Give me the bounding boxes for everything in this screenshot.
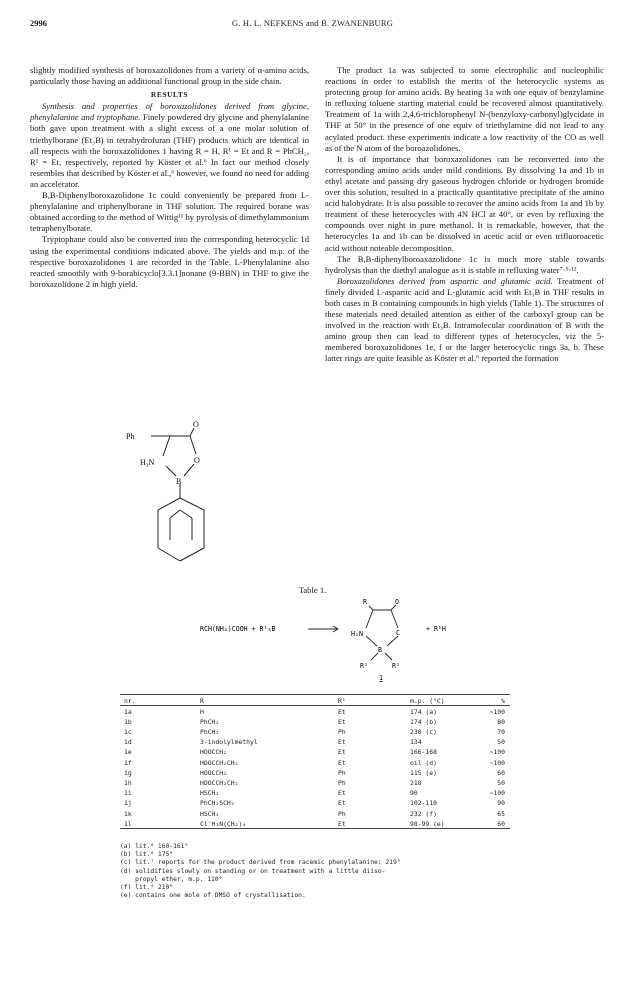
bond-n-b: [166, 466, 176, 476]
table-row: [120, 727, 510, 737]
cell-yield: 80: [497, 717, 505, 726]
col-header-r: R: [200, 697, 204, 705]
structure-2-diagram: [118, 418, 253, 573]
cell-mp: 98-99 (e): [410, 819, 445, 828]
cell-yield: 60: [497, 819, 505, 828]
scheme-r1-right: R¹: [392, 662, 400, 670]
cell-nr: 1k: [124, 809, 132, 818]
cell-r: HSCH₂: [200, 789, 220, 798]
cell-r1: Ph: [338, 779, 346, 787]
atom-o-ring: O: [194, 456, 200, 465]
paragraph-aspartic: [325, 276, 604, 365]
paragraph-aspartic-title: Boroxazolidones derived from aspartic and glutamic acid.: [337, 275, 553, 286]
footnote: (d) solidifies slowly on standing or on treatment with a little diiso-: [120, 867, 386, 875]
cell-nr: 1f: [124, 758, 132, 767]
cell-nr: 1h: [124, 779, 132, 787]
cell-r: HOOCCH₂CH₂: [200, 758, 239, 767]
cell-r1: Ph: [338, 768, 346, 777]
cell-yield: 50: [497, 738, 505, 747]
paragraph-reconversion: It is of importance that boroxazolidones can be reconverted into the corresponding amino acids under mild conditions. By dissolving 1a and 1b in ethyl acetate and passing dry gaseous hydrogen chloride or hydrogen bromide over this solution, resulted in a practically quantitative precipitate of the amino acid halohydrate. It is also possible to recover the amino acids from 1a and 1b by treatment of these heterocycles with 4N HCl at 40°, or even by refluxing the compounds over night in pure methanol. It is remarkable, however, that the heterocycles 1a and 1b can be dissolved in acetic acid or even trifluoroacetic acid without noteable decomposition.: [325, 153, 604, 253]
cell-nr: 1e: [124, 748, 132, 757]
cell-yield: 90: [497, 799, 505, 808]
scheme-h2n: H₂N: [351, 630, 363, 638]
cell-mp: 90: [410, 789, 418, 798]
cell-r1: Et: [338, 717, 346, 726]
cell-nr: 1d: [124, 738, 132, 747]
cell-r: PhCH₂SCH₂: [200, 799, 235, 808]
scheme-reactants: RCH(NH₂)COOH + R¹₃B: [200, 625, 276, 633]
footnote: (f) lit.⁹ 210°: [120, 884, 174, 892]
cell-r1: Et: [338, 738, 346, 747]
table-title: Table 1.: [298, 585, 327, 595]
paragraph-synthesis-title: Synthesis and properties of boroxazolidones derived from glycine, phenylalanine and tryptophane.: [30, 101, 309, 123]
reaction-scheme: [200, 596, 500, 684]
col-header-mp: m.p. (°C): [410, 697, 445, 705]
page-number: 2996: [30, 18, 47, 28]
col-header-r1: R¹: [338, 697, 346, 705]
cell-mp: 166-168: [410, 748, 437, 757]
table-row: [120, 737, 510, 747]
running-head: G. H. L. NEFKENS and B. ZWANENBURG: [231, 18, 394, 28]
cell-r1: Et: [338, 789, 346, 798]
col-header-nr: nr.: [124, 697, 136, 705]
cell-yield: ~100: [489, 707, 505, 716]
cell-mp: 232 (f): [410, 809, 437, 818]
table-row: [120, 716, 510, 726]
atom-h2n: H₂N: [140, 458, 155, 467]
cell-r1: Et: [338, 799, 346, 808]
footnote: (e) contains one mole of DMSO of crystallisation.: [120, 892, 306, 900]
bond-ring-co: [190, 428, 194, 436]
cell-mp: 218: [410, 779, 422, 787]
table-row: [120, 808, 510, 818]
cell-nr: 1c: [124, 728, 132, 737]
cell-mp: 134: [410, 738, 422, 747]
atom-b: B: [176, 477, 182, 486]
cell-yield: 70: [497, 728, 505, 737]
scheme-c: C: [396, 629, 400, 637]
cell-mp: 174 (a): [410, 707, 437, 716]
footnote: (a) lit.⁶ 160-161°: [120, 843, 189, 850]
paragraph-stability: The B,B-diphenylboroaxazolidone 1c is much more stable towards hydrolysis than the diethyl analogue as it is stable in refluxing water⁷·⁹·¹².: [325, 253, 604, 275]
scheme-r: R: [363, 598, 367, 606]
table-row: [120, 706, 510, 716]
cell-yield: ~100: [489, 789, 505, 798]
table-header-row: [120, 695, 510, 705]
cell-yield: 60: [497, 768, 505, 777]
scheme-b: B: [378, 646, 382, 654]
footnote: (c) lit.⁷ reports for the product derived from racemic phenylalanine: 219°: [120, 859, 401, 867]
cell-r1: Et: [338, 758, 346, 767]
cell-r: HOOCCH₂CH₂: [200, 779, 239, 787]
bond-o-b: [184, 464, 194, 476]
cell-mp: oil (d): [410, 758, 437, 767]
table-row: [120, 757, 510, 767]
cell-r: 3-indolylmethyl: [200, 738, 258, 747]
data-table: [120, 694, 510, 829]
scheme-o: O: [395, 598, 399, 606]
cell-nr: 1j: [124, 799, 132, 808]
cell-yield: ~100: [489, 758, 505, 767]
paragraph-synthesis: [30, 101, 309, 190]
cell-r: HOOCCH₂: [200, 768, 227, 777]
cell-mp: 174 (b): [410, 717, 437, 726]
cell-r1: Ph: [338, 809, 346, 818]
cell-r: Cl⁻H₃N(CH₂)₄: [200, 819, 247, 828]
cage-10: [180, 510, 192, 518]
left-column: [30, 65, 309, 290]
cell-nr: 1a: [124, 707, 132, 716]
right-column: [325, 65, 604, 365]
cell-mp: 115 (e): [410, 768, 437, 777]
scheme-byproduct: + R¹H: [426, 625, 446, 633]
table-footnotes: [120, 843, 520, 900]
cage-9: [170, 510, 180, 518]
footnote: (b) lit.⁶ 175°: [120, 851, 174, 859]
paragraph-synthesis-body: Finely powdered dry glycine and phenylalanine both gave upon treatment with a slight excess of a one molar solution of triethylborane (Et₃B) in tetrahydrofuran (THF) products which are identical in all respects with the boroxazolidones 1 having R = H, R¹ = Et and R = PhCH₂, R¹ = Et, respectively, reported by Köster et al.⁶ In fact our method closely resembles that described by Köster et al.,⁶ however, we found no need for adding an accelerator.: [30, 112, 309, 189]
cage-2: [180, 498, 204, 510]
paragraph-intro-continued: slightly modified synthesis of boroxazolidones from a variety of α-amino acids, particularly those having an additional functional group in the side chain.: [30, 65, 309, 87]
paragraph-reactivity: The product 1a was subjected to some electrophilic and nucleophilic reactions in order to establish the merits of the heterocyclic systems as protecting group for amino acids. By heating 1a with one equiv of benzylamine in refluxing toluene starting material could be recovered almost quantitatively. Treatment of 1a with 2,4,6-trichlorophenyl N-(benzyloxy-carbonyl)glycidate in THF at 50° in the presence of one equiv of triethylamine did not lead to any acylated product. these experiments indicate a low reactivity of the CO as well as of the N atom of the boroazolidones.: [325, 65, 604, 153]
cell-r1: Ph: [338, 728, 346, 737]
paragraph-diphenyl: B,B-Diphenylboroxazolidone 1c could conveniently be prepared from L-phenylalanine and triphenylborane in THF solution. The required borane was obtained according to the method of Wittig¹¹ by pyrolysis of dimethylammonium tetraphenylborate.: [30, 190, 309, 234]
cell-nr: 1g: [124, 768, 132, 777]
cell-r: H: [200, 707, 204, 716]
cage-5: [158, 548, 180, 561]
bond-ring-right: [190, 436, 196, 454]
scheme-compound-label: 1: [379, 674, 383, 682]
cell-r: HOOCCH₂: [200, 748, 227, 757]
cell-nr: 1l: [124, 819, 132, 828]
table-row: [120, 788, 510, 798]
col-header-yield: %: [501, 697, 505, 705]
table-row: [120, 818, 510, 828]
cell-r1: Et: [338, 707, 346, 716]
cell-mp: 230 (c): [410, 728, 437, 737]
table-row: [120, 778, 510, 788]
cell-mp: 102-110: [410, 799, 437, 808]
table-row: [120, 767, 510, 777]
atom-ph: Ph: [126, 432, 135, 441]
cell-r: PhCH₂: [200, 728, 220, 737]
cage-1: [158, 498, 180, 510]
cell-r1: Et: [338, 748, 346, 757]
bond-ring-left: [163, 436, 170, 456]
table-rule-bottom: [120, 828, 510, 829]
paragraph-tryptophane: Tryptophane could also be converted into the corresponding heterocyclic 1d using the experimental conditions indicated above. The yields and m.p. of the respective boroxazolidones 1 are recorded in the Table. L-Phenylalanine also reacted smoothly with 9-borabicyclo[3.3.1]nonane (9-BBN) in THF to give the boroxazolidone 2 in high yield.: [30, 234, 309, 289]
cell-r1: Et: [338, 819, 346, 828]
cell-r: PhCH₂: [200, 717, 220, 726]
table-body: [120, 706, 510, 828]
footnote: propyl ether, m.p. 110°: [120, 875, 223, 883]
scheme-r1-left: R¹: [360, 662, 368, 670]
atom-o-carbonyl: O: [193, 420, 199, 429]
cell-r: HSCH₂: [200, 809, 220, 818]
table-row: [120, 747, 510, 757]
paragraph-aspartic-body: Treatment of finely divided L-aspartic acid and L-glutamic acid with Et₃B in THF results in both cases in B containing compounds in high yields (Table 1). The structures of these materials need detailed attention as either of the carboxyl group can be involved in the reaction with Et₃B. Intramolecular coordination of B with the amino group then can lead to different types of heterocycles, viz the 5-membered boroxazolidones 1e, f or the larger heterocyclic rings 3a, b. These latter rings are quite feasible as Köster et al.⁶ reported the formation: [325, 275, 604, 364]
cell-yield: 65: [497, 809, 505, 818]
table-row: [120, 798, 510, 808]
cell-nr: 1b: [124, 717, 132, 726]
cell-nr: 1i: [124, 789, 132, 798]
section-heading-results: RESULTS: [150, 90, 189, 100]
cage-6: [180, 548, 204, 561]
cell-yield: 50: [497, 779, 505, 787]
cell-yield: ~100: [489, 748, 505, 757]
